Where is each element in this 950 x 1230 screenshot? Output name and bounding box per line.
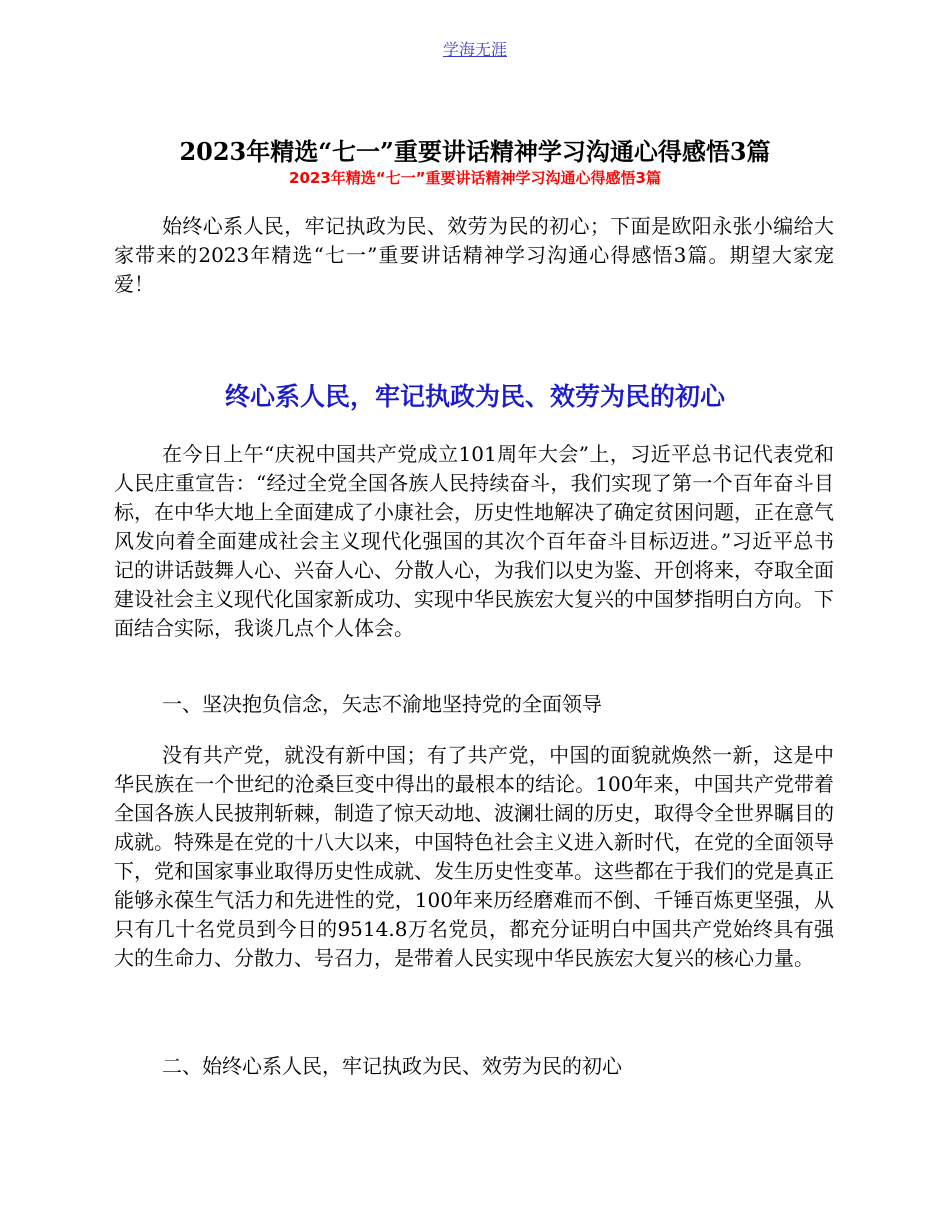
subheading-one: 一、坚决抱负信念，矢志不渝地坚持党的全面领导: [162, 692, 602, 716]
section-heading: 终心系人民，牢记执政为民、效劳为民的初心: [224, 382, 725, 411]
subheading-two: 二、始终心系人民，牢记执政为民、效劳为民的初心: [162, 1054, 622, 1078]
body-paragraph-2: 没有共产党，就没有新中国；有了共产党，中国的面貌就焕然一新，这是中华民族在一个世纪的沧桑巨变中得出的最根本的结论。100年来，中国共产党带着全国各族人民披荆斩棘，制造了惊天动地、波澜壮阔的历史，取得令全世界瞩目的成就。特殊是在党的十八大以来，中国特色社会主义进入新时代，在党的全面领导下，党和国家事业取得历史性成就、发生历史性变革。这些都在于我们的党是真正能够永葆生气活力和先进性的党，100年来历经磨难而不倒、千锤百炼更坚强，从只有几十名党员到今日的9514.8万名党员，都充分证明白中国共产党始终具有强大的生命力、分散力、号召力，是带着人民实现中华民族宏大复兴的核心力量。: [114, 743, 834, 970]
intro-paragraph: 始终心系人民，牢记执政为民、效劳为民的初心；下面是欧阳永张小编给大家带来的2023年精选“七一”重要讲话精神学习沟通心得感悟3篇。期望大家宠爱！: [114, 214, 834, 296]
red-subtitle: 2023年精选“七一”重要讲话精神学习沟通心得感悟3篇: [289, 169, 661, 187]
header-link[interactable]: 学海无涯: [442, 40, 507, 59]
document-title: 2023年精选“七一”重要讲话精神学习沟通心得感悟3篇: [179, 137, 771, 166]
body-paragraph-1: 在今日上午“庆祝中国共产党成立101周年大会”上，习近平总书记代表党和人民庄重宣告：“经过全党全国各族人民持续奋斗，我们实现了第一个百年奋斗目标，在中华大地上全面建成了小康社会，历史性地解决了确定贫困问题，正在意气风发向着全面建成社会主义现代化强国的其次个百年奋斗目标迈进。”习近平总书记的讲话鼓舞人心、兴奋人心、分散人心，为我们以史为鉴、开创将来，夺取全面建设社会主义现代化国家新成功、实现中华民族宏大复兴的中国梦指明白方向。下面结合实际，我谈几点个人体会。: [114, 442, 834, 640]
